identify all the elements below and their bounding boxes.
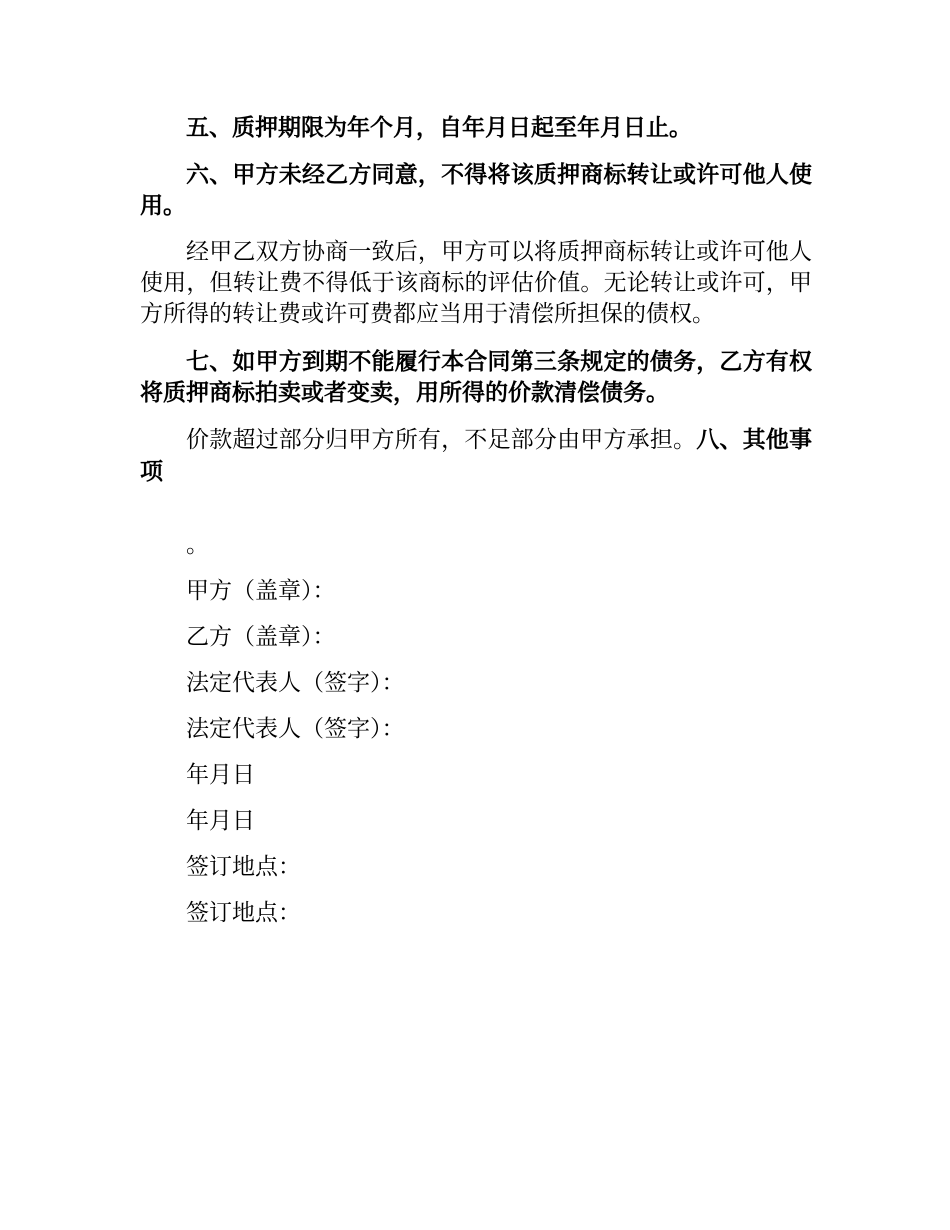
rep-b-sign: 法定代表人（签字）： [186, 716, 405, 742]
clause-8-body: 。 [186, 532, 209, 558]
clause-8-heading: 八、其他事项 [140, 426, 813, 485]
clause-6: 六、甲方未经乙方同意，不得将该质押商标转让或许可他人使用。 [140, 161, 812, 219]
clause-7-detail: 价款超过部分归甲方所有，不足部分由甲方承担。 [186, 427, 697, 453]
clause-6-detail: 经甲乙双方协商一致后，甲方可以将质押商标转让或许可他人使用，但转让费不得低于该商标的评估价值。无论转让或许可，甲方所得的转让费或许可费都应当用于清偿所担保的债权。 [140, 239, 812, 327]
place-b: 签订地点： [186, 900, 301, 926]
rep-a-sign: 法定代表人（签字）： [186, 670, 405, 696]
party-b-seal: 乙方（盖章）： [186, 624, 336, 650]
clause-7: 七、如甲方到期不能履行本合同第三条规定的债务，乙方有权将质押商标拍卖或者变卖，用所得的价款清偿债务。 [140, 348, 812, 406]
clause-7-detail-paragraph [140, 424, 812, 488]
party-a-seal: 甲方（盖章）： [186, 578, 336, 604]
contract-body [140, 112, 812, 488]
clause-5: 五、质押期限为年个月，自年月日起至年月日止。 [186, 114, 692, 141]
date-a: 年月日 [186, 762, 255, 788]
signature-block [140, 530, 812, 944]
date-b: 年月日 [186, 808, 255, 834]
place-a: 签订地点： [186, 854, 301, 880]
